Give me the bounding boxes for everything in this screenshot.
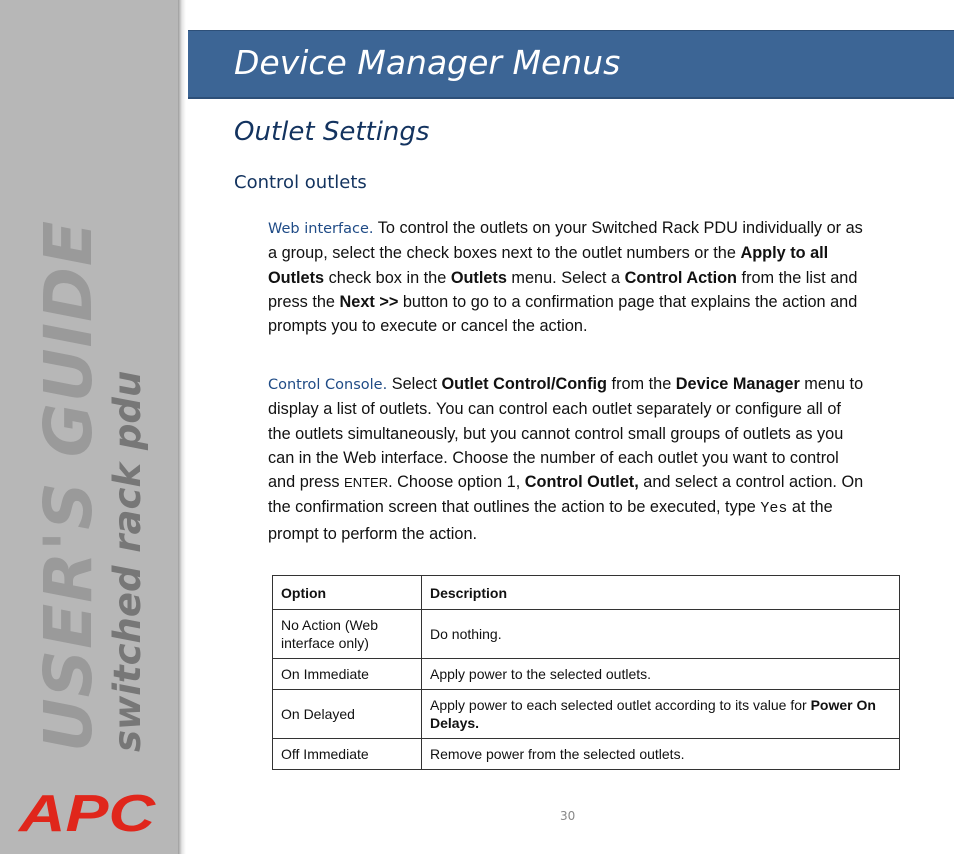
- control-console-lead: Control Console.: [268, 377, 388, 393]
- table-row: [273, 610, 900, 659]
- web-interface-lead: Web interface.: [268, 221, 374, 237]
- table-row: [273, 739, 900, 770]
- apc-logo: [16, 790, 158, 836]
- header-option: Option: [273, 576, 422, 610]
- table-row: [273, 659, 900, 690]
- option-cell: On Delayed: [273, 690, 422, 739]
- option-cell: Off Immediate: [273, 739, 422, 770]
- section-title: Outlet Settings: [234, 117, 430, 147]
- control-actions-table: [272, 575, 900, 770]
- description-cell: Remove power from the selected outlets.: [422, 739, 900, 770]
- enter-key: ENTER: [344, 475, 389, 491]
- guide-subtitle: switched rack pdu: [106, 370, 149, 752]
- page-banner: [188, 30, 954, 99]
- table-header-row: [273, 576, 900, 610]
- control-console-paragraph: Control Console. Select Outlet Control/Config from the Device Manager menu to display a list of outlets. You can control each outlet separately or configure all of the outlets simultaneously, but you cannot control small groups of outlets as you can in the Web interface. Choose the number of each outlet you want to control and press ENTER. Choose option 1, Control Outlet, and select a control action. On the confirmation screen that outlines the action to be executed, type Yes at the prompt to perform the action.: [268, 375, 864, 543]
- web-interface-paragraph: Web interface. To control the outlets on your Switched Rack PDU individually or as a group, select the check boxes next to the outlet numbers or the Apply to all Outlets check box in the Outlets menu. Select a Control Action from the list and press the Next >> button to go to a confirmation page that explains the action and prompts you to execute or cancel the action.: [268, 219, 863, 336]
- option-cell: On Immediate: [273, 659, 422, 690]
- subsection-title: Control outlets: [234, 172, 367, 193]
- sidebar-edge: [178, 0, 186, 854]
- description-cell: Do nothing.: [422, 610, 900, 659]
- table-row: [273, 690, 900, 739]
- yes-code: Yes: [760, 500, 788, 518]
- apc-logo-text: APC: [16, 790, 157, 836]
- page-number: 30: [560, 809, 576, 823]
- header-description: Description: [422, 576, 900, 610]
- description-cell: Apply power to each selected outlet according to its value for Power On Delays.: [422, 690, 900, 739]
- guide-title: USER'S GUIDE: [30, 220, 107, 752]
- description-cell: Apply power to the selected outlets.: [422, 659, 900, 690]
- page-title: Device Manager Menus: [234, 43, 621, 82]
- option-cell: No Action (Web interface only): [273, 610, 422, 659]
